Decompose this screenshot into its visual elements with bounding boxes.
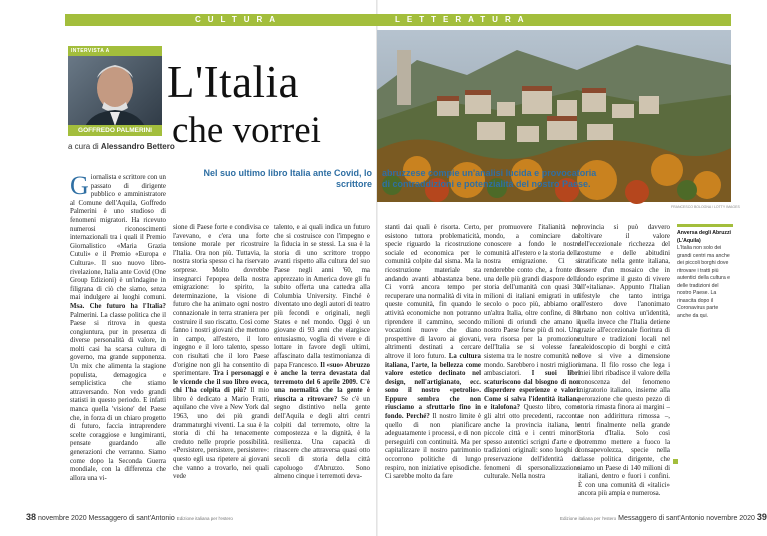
text-column-1	[70, 171, 166, 498]
question-2: Tra i personaggi e le vicende che il suo libro evoca, chi l'ha colpita di più?	[173, 370, 269, 395]
author-photo-tag: INTERVISTA A	[68, 46, 162, 56]
footer-right-info: Messaggero di sant'Antonio novembre 2020	[618, 515, 755, 522]
lead-part2: abruzzese compie un'analisi lucida e provocatoria	[382, 168, 597, 178]
column-2-text: sione di Paese forte e condivisa ce l'avevano, e c'era una forte tensione morale per ricostruire l'Italia. Ora non più. Tuttavia, la nostra storia spesso ci ha riservato sorprese. Molto dovrebbe insegnarci l'epopea della nostra emigrazione: lo spirito, la determinazione, la visione di futuro che ha animato ogni nostro connazionale in terra straniera per costruire il suo riscatto. Così come fanno i nostri giovani che mettono in campo, all'estero, il loro ingegno e il loro talento, spesso con risultati che il loro Paese d'origine non gli ha consentito di sperimentare.	[173, 224, 269, 378]
text-column-3	[274, 224, 370, 500]
text-column-6	[578, 224, 670, 500]
question-5: I suoi libri scaturiscono dal bisogno di non disperdere esperienze e valori. Come si salva l'identità italiana e italofona?	[484, 370, 580, 412]
text-column-2	[173, 224, 269, 500]
column-3-answer: Se c'è un segno distintivo nella gente dell'Aquila e degli altri centri colpiti dal terremoto, oltre la compostezza e la dignità, è la resilienza. Una capacità di rinascere che attraversa quasi otto secoli di storia della città capoluogo d'Abruzzo. Sono almeno cinque i terremoti deva-	[274, 395, 370, 481]
section-label-cultura: CULTURA	[195, 15, 283, 24]
section-label-letteratura: LETTERATURA	[395, 15, 531, 24]
photo-credit: FRANCESCO BOLOGNA / LOTTY IMAGES	[671, 205, 740, 209]
page-number-left: 38	[26, 512, 37, 522]
author-photo	[68, 46, 162, 136]
question-3: Il «suo» Abruzzo è anche la terra devastata dal terremoto del 6 aprile 2009. C'è una normalità che la gente è riuscita a ritrovare?	[274, 361, 370, 403]
column-4-answer: Il nostro limite è quello di non pianificare adeguatamente i processi, e di non perseguirli con continuità. Ma per capitalizzare il nostro patrimonio occorrono politiche di lungo respiro, non iniziative episodiche. Ci sarebbe molto da fare	[385, 413, 481, 481]
text-column-4	[385, 224, 481, 500]
page-number-right: 39	[756, 512, 767, 522]
column-5-answer: Questo libro, come gli altri otto precedenti, racconta anche la provincia italiana, le piccole città e i centri minori, spesso autentici scrigni d'arte e di tradizioni originali: sono luoghi di preservazione dell'identità dai fenomeni di spersonalizzazione culturale. Nella nostra	[484, 404, 580, 481]
footer-left-info: novembre 2020 Messaggero di sant'Antonio	[37, 515, 175, 522]
lead-left	[172, 168, 372, 191]
column-3-text: talento, e ai quali indica un futuro che si costruisce con l'impegno e la fiducia in se stessi. La sua è la storia di uno scrittore troppo avanti rispetto alla cultura del suo Paese negli anni '60, ma apprezzato in America dove gli fu subito offerta una cattedra alla Columbia University. Finché è diventato uno degli autori di teatro più fecondi e originali, negli States e nel mondo. Oggi è un giovane di 93 anni che elargisce entusiasmo, voglia di vivere e di lottare in favore degli ultimi, affascinato dalla testimonianza di papa Francesco.	[274, 224, 370, 369]
article-title-line2: che vorrei	[172, 110, 321, 151]
byline-author: Alessandro Bettero	[100, 142, 175, 151]
author-photo-caption: GOFFREDO PALMERINI	[68, 125, 162, 136]
footer-right	[560, 512, 767, 522]
article-title-line1: L'Italia	[167, 57, 300, 107]
footer-right-sub: Edizione italiana per l'estero	[560, 516, 617, 521]
column-2-answer: Il mio libro è dedicato a Mario Fratti, aquilano che vive a New York dal 1963, uno dei più grandi drammaturghi viventi. La sua è la storia di chi ha tenacemente creduto nelle proprie possibilità. «Persistere, persistere, persistere»: questo egli usa ripetere ai giovani che vanno a trovarlo, nei quali vede	[173, 387, 269, 481]
column-1-text: iornalista e scrittore con un passato di dirigente pubblico e amministratore al Comune dell'Aquila, Goffredo Palmerini è uno studioso di fenomeni migratori. Ha ricevuto numerosi riconoscimenti internazionali tra i quali il Premio Giornalistico «Maria Grazia Cutuli» e il Premio «Europa e Cultura». Il suo nuovo libro-rivelazione, Italia ante Covid (One Group Edizioni) è un'indagine in filigrana di ciò che siamo, senza mai indulgere ai luoghi comuni.	[70, 174, 166, 302]
footer-left	[26, 512, 233, 522]
author-portrait-image	[68, 46, 162, 136]
byline	[68, 142, 175, 151]
footer-left-sub: Edizione italiana per l'estero	[176, 516, 233, 521]
lead-right	[382, 168, 742, 191]
column-4-text: stanti dai quali è risorta. Certo, esistono tuttora problematicità, specie riguardo la ricostruzione sociale ed economica per le comunità colpite dal sisma. Ma la ricostruzione materiale sta andando avanti abbastanza bene. Ci vorrà ancora tempo per recuperare una normalità di vita in queste comunità, fin quando le attività economiche non potranno riprendere il cammino, secondo vocazioni nuove che diano prospettive di lavoro ai giovani, altrimenti destinati a cercare altrove il loro futuro.	[385, 224, 481, 360]
question-1: Msa. Che futuro ha l'Italia?	[70, 302, 166, 310]
column-6-text: provincia si può davvero coltivare il valore dell'eccezionale ricchezza del costume e delle abitudini stratificate nella gente italiana, tessere d'un mosaico che in fondo esprime il gusto di vivere all'«italiana». Appunto l'Italian lifestyle che tanto intriga all'estero dove l'anonimato urbano non coltiva un'identità, quella invece che l'Italia detiene grazie all'eccezionale fioritura di culture e tradizioni locali nel caleidoscopio di borghi e città dove si vive a dimensione umana. Il filo rosso che lega i miei libri ribadisce il valore della conoscenza del fenomeno migratorio italiano, insieme alla perorazione che questo pezzo di storia rimasta finora ai margini – se non addirittura rimossa –, entri finalmente nella grande Storia d'Italia. Solo così potremmo mettere a fuoco la consapevolezza, specie nella classe politica dirigente, che siamo un Paese di 140 milioni di italiani, dentro e fuori i confini. È con una comunità di «italici» ancora più ampia e numerosa.	[578, 224, 670, 498]
sidebar-title: Anversa degli Abruzzi (L'Aquila)	[677, 230, 731, 244]
photo-caption-sidebar	[677, 224, 733, 464]
drop-cap: G	[70, 171, 89, 200]
text-column-5	[484, 224, 580, 500]
lead-part3: di contraddizioni e potenzialità del nostro Paese.	[382, 179, 591, 190]
sidebar-text: L'Italia non solo dei grandi centri ma anche dei piccoli borghi dove ritrovare i tratti più autentici della cultura e delle tradizioni del nostro Paese. La rinascita dopo il Coronavirus parte anche da qui.	[677, 245, 731, 319]
byline-prefix: a cura di	[68, 142, 99, 151]
question-4: La cultura italiana, l'arte, la bellezza come valore estetico declinato nel design, nell'artigianato, ecc. sono il nostro «petrolio». Eppure sembra che non riusciamo a sfruttarlo fino in fondo. Perché?	[385, 352, 481, 421]
column-5-text: per promuovere l'italianità nel mondo, a cominciare dal conoscere a fondo le nostre comunità all'estero e la storia della nostra emigrazione. Ci si renderebbe conto che, a fronte di una delle più grandi diaspore della storia dell'umanità con quasi 30 milioni di italiani emigrati in un secolo o poco più, abbiamo ora un'altra Italia, oltre confine, di 80 milioni di oriundi che amano il nostro Paese forse più di noi. Una vera risorsa per la promozione dell'Italia se si volesse fare sistema tra le nostre comunità nel mondo. Sarebbero i nostri migliori ambasciatori.	[484, 224, 580, 378]
lead-part1: Nel suo ultimo libro Italia ante Covid, lo scrittore	[203, 168, 372, 190]
column-1-answer: Palmerini. La classe politica che il Paese si ritrova in questa congiuntura, pur in presenza di diverse personalità di valore, in molti casi ha scarsa cultura di governo, ma grande supponenza. Un mix che alimenta la stagione populista, demagogica e semplicistica che stiamo attraversando. Non vedo grandi statisti in questo periodo. E infatti manca quella 'visione' del Paese che, in forza di un chiaro progetto di futuro, faccia intraprendere scelte coraggiose e lungimiranti, pensate guardando alle generazioni che verranno. Siamo come dopo la Seconda Guerra mondiale, con la differenza che allora una vi-	[70, 311, 166, 482]
